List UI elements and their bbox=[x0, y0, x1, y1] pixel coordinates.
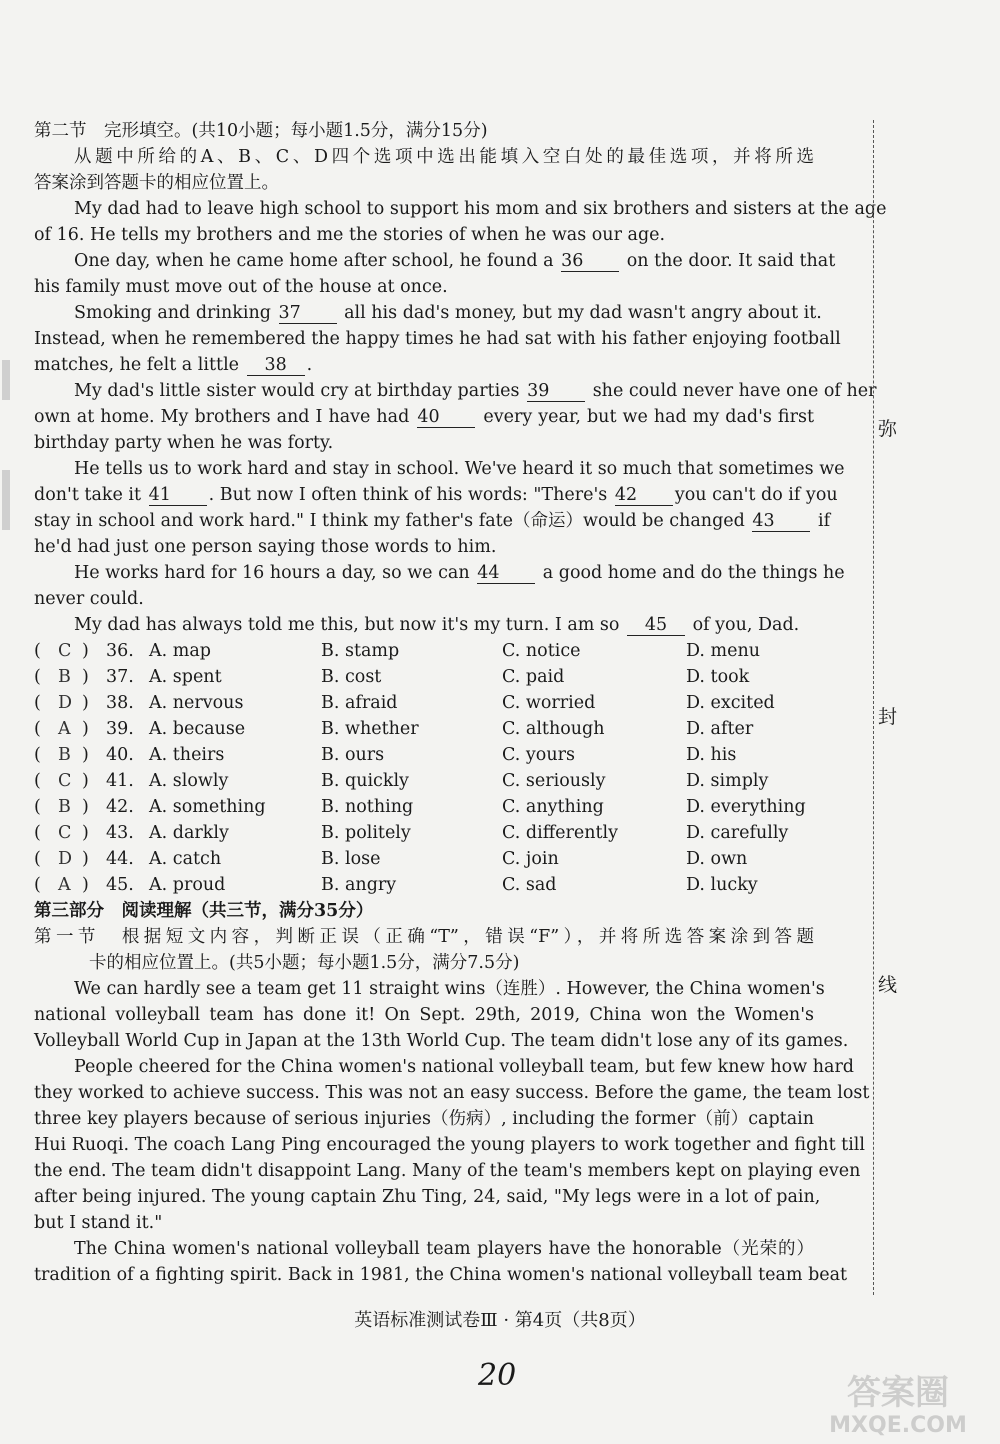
answer-mark: C bbox=[58, 771, 72, 791]
option-row bbox=[34, 820, 814, 846]
paren-close: ) bbox=[82, 693, 89, 713]
passage-line: don't take it 41 . But now I often think of his words: "There's 42 you can't do if you bbox=[34, 485, 838, 505]
answer-mark: B bbox=[58, 797, 71, 817]
option-a[interactable]: A. map bbox=[149, 641, 211, 661]
question-number: 37. bbox=[106, 667, 134, 687]
option-c[interactable]: C. seriously bbox=[502, 771, 606, 791]
seal-mark-feng: 封 bbox=[878, 706, 898, 728]
watermark-top: 答案圈 bbox=[847, 1373, 949, 1413]
blank-43[interactable]: 43 bbox=[752, 512, 810, 532]
paren-close: ) bbox=[82, 641, 89, 661]
passage-line: own at home. My brothers and I have had 40 every year, but we had my dad's first bbox=[34, 407, 814, 427]
option-c[interactable]: C. differently bbox=[502, 823, 618, 843]
option-row bbox=[34, 794, 814, 820]
watermark-logo bbox=[808, 1366, 988, 1438]
answer-mark: A bbox=[58, 875, 71, 895]
option-row bbox=[34, 638, 814, 664]
passage-line: People cheered for the China women's national volleyball team, but few knew how hard bbox=[74, 1057, 855, 1077]
blank-39[interactable]: 39 bbox=[527, 382, 585, 402]
paren-open: ( bbox=[34, 667, 41, 687]
blank-44[interactable]: 44 bbox=[477, 564, 535, 584]
option-a[interactable]: A. nervous bbox=[149, 693, 244, 713]
option-b[interactable]: B. cost bbox=[321, 667, 382, 687]
option-b[interactable]: B. nothing bbox=[321, 797, 414, 817]
option-row bbox=[34, 846, 814, 872]
paren-open: ( bbox=[34, 693, 41, 713]
option-d[interactable]: D. lucky bbox=[686, 875, 758, 895]
option-b[interactable]: B. ours bbox=[321, 745, 385, 765]
passage-line: My dad has always told me this, but now it's my turn. I am so 45 of you, Dad. bbox=[74, 615, 800, 635]
blank-38[interactable]: 38 bbox=[247, 356, 305, 376]
answer-mark: B bbox=[58, 745, 71, 765]
option-c[interactable]: C. sad bbox=[502, 875, 557, 895]
paren-open: ( bbox=[34, 849, 41, 869]
passage-line: matches, he felt a little 38 . bbox=[34, 355, 313, 375]
passage-line: Smoking and drinking 37 all his dad's money, but my dad wasn't angry about it. bbox=[74, 303, 822, 323]
answer-mark: C bbox=[58, 823, 72, 843]
blank-41[interactable]: 41 bbox=[149, 486, 207, 506]
passage-line: One day, when he came home after school, he found a 36 on the door. It said that bbox=[74, 251, 836, 271]
blank-40[interactable]: 40 bbox=[417, 408, 475, 428]
option-b[interactable]: B. whether bbox=[321, 719, 419, 739]
passage-line: they worked to achieve success. This was not an easy success. Before the game, the team lost bbox=[34, 1083, 870, 1103]
option-row bbox=[34, 664, 814, 690]
option-b[interactable]: B. quickly bbox=[321, 771, 409, 791]
option-c[interactable]: C. notice bbox=[502, 641, 581, 661]
blank-36[interactable]: 36 bbox=[561, 252, 619, 272]
scan-artifact bbox=[2, 470, 10, 530]
option-c[interactable]: C. worried bbox=[502, 693, 596, 713]
paren-close: ) bbox=[82, 849, 89, 869]
option-c[interactable]: C. yours bbox=[502, 745, 575, 765]
option-row bbox=[34, 872, 814, 898]
blank-45[interactable]: 45 bbox=[627, 616, 685, 636]
paren-close: ) bbox=[82, 797, 89, 817]
passage-line: national volleyball team has done it! On Sept. 29th, 2019, China won the Women's bbox=[34, 1005, 814, 1025]
paren-open: ( bbox=[34, 641, 41, 661]
answer-mark: A bbox=[58, 719, 71, 739]
part3-heading: 第三部分 阅读理解（共三节，满分35分） bbox=[34, 901, 374, 921]
question-number: 43. bbox=[106, 823, 134, 843]
scan-artifact bbox=[2, 360, 10, 400]
paren-open: ( bbox=[34, 745, 41, 765]
section1-instruction: 第一节 根据短文内容，判断正误（正确“T”，错误“F”），并将所选答案涂到答题 bbox=[34, 927, 814, 947]
option-c[interactable]: C. join bbox=[502, 849, 559, 869]
answer-mark: D bbox=[58, 849, 73, 869]
option-d[interactable]: D. carefully bbox=[686, 823, 789, 843]
passage-line: birthday party when he was forty. bbox=[34, 433, 334, 453]
paren-close: ) bbox=[82, 771, 89, 791]
option-b[interactable]: B. stamp bbox=[321, 641, 400, 661]
passage-line: stay in school and work hard." I think my father's fate（命运）would be changed 43 if bbox=[34, 511, 831, 531]
page-content bbox=[34, 118, 887, 1288]
paren-open: ( bbox=[34, 797, 41, 817]
passage-line: Hui Ruoqi. The coach Lang Ping encouraged the young players to work together and fight till bbox=[34, 1135, 865, 1155]
passage-line: of 16. He tells my brothers and me the stories of when he was our age. bbox=[34, 225, 666, 245]
option-d[interactable]: D. excited bbox=[686, 693, 775, 713]
option-a[interactable]: A. slowly bbox=[149, 771, 229, 791]
passage-line: He works hard for 16 hours a day, so we can 44 a good home and do the things he bbox=[74, 563, 845, 583]
option-row bbox=[34, 690, 814, 716]
paren-open: ( bbox=[34, 719, 41, 739]
binding-dashed-line bbox=[873, 120, 874, 1295]
passage-line: he'd had just one person saying those words to him. bbox=[34, 537, 497, 557]
passage-line: the end. The team didn't disappoint Lang. Many of the team's members kept on playing even bbox=[34, 1161, 861, 1181]
options-list bbox=[34, 638, 814, 898]
option-a[interactable]: A. catch bbox=[149, 849, 222, 869]
paren-close: ) bbox=[82, 719, 89, 739]
option-a[interactable]: A. theirs bbox=[149, 745, 225, 765]
paren-close: ) bbox=[82, 875, 89, 895]
question-number: 40. bbox=[106, 745, 134, 765]
answer-mark: C bbox=[58, 641, 72, 661]
paren-close: ) bbox=[82, 745, 89, 765]
section2-instruction: 从题中所给的A、B、C、D四个选项中选出能填入空白处的最佳选项，并将所选 bbox=[74, 147, 814, 167]
option-d[interactable]: D. menu bbox=[686, 641, 761, 661]
answer-mark: B bbox=[58, 667, 71, 687]
option-c[interactable]: C. paid bbox=[502, 667, 565, 687]
blank-42[interactable]: 42 bbox=[615, 486, 673, 506]
answer-mark: D bbox=[58, 693, 73, 713]
section1-instruction: 卡的相应位置上。(共5小题；每小题1.5分，满分7.5分) bbox=[89, 953, 520, 973]
question-number: 36. bbox=[106, 641, 134, 661]
option-a[interactable]: A. proud bbox=[149, 875, 226, 895]
option-row bbox=[34, 742, 814, 768]
option-b[interactable]: B. politely bbox=[321, 823, 411, 843]
question-number: 44. bbox=[106, 849, 134, 869]
passage-line: Instead, when he remembered the happy times he had sat with his father enjoying football bbox=[34, 329, 841, 349]
paren-open: ( bbox=[34, 771, 41, 791]
passage-line: after being injured. The young captain Zhu Ting, 24, said, "My legs were in a lot of pain, bbox=[34, 1187, 821, 1207]
option-a[interactable]: A. something bbox=[149, 797, 266, 817]
passage-line: He tells us to work hard and stay in school. We've heard it so much that sometimes we bbox=[74, 459, 845, 479]
option-b[interactable]: B. lose bbox=[321, 849, 381, 869]
option-c[interactable]: C. anything bbox=[502, 797, 604, 817]
option-row bbox=[34, 768, 814, 794]
section2-heading: 第二节 完形填空。(共10小题；每小题1.5分，满分15分) bbox=[34, 121, 488, 141]
passage-line: My dad's little sister would cry at birthday parties 39 she could never have one of her bbox=[74, 381, 877, 401]
passage-line: The China women's national volleyball team players have the honorable（光荣的） bbox=[74, 1239, 814, 1259]
passage-line: three key players because of serious injuries（伤病）, including the former（前）captain bbox=[34, 1109, 814, 1129]
passage-line: but I stand it." bbox=[34, 1213, 163, 1233]
passage-line: his family must move out of the house at once. bbox=[34, 277, 448, 297]
passage-line: We can hardly see a team get 11 straight wins（连胜）. However, the China women's bbox=[74, 979, 825, 999]
passage-line: My dad had to leave high school to support his mom and six brothers and sisters at the age bbox=[74, 199, 887, 219]
question-number: 38. bbox=[106, 693, 134, 713]
passage-line: Volleyball World Cup in Japan at the 13th World Cup. The team didn't lose any of its games. bbox=[34, 1031, 849, 1051]
option-d[interactable]: D. simply bbox=[686, 771, 769, 791]
option-row bbox=[34, 716, 814, 742]
blank-37[interactable]: 37 bbox=[279, 304, 337, 324]
option-c[interactable]: C. although bbox=[502, 719, 605, 739]
section2-instruction: 答案涂到答题卡的相应位置上。 bbox=[34, 173, 279, 193]
paren-close: ) bbox=[82, 823, 89, 843]
seal-mark-mi: 弥 bbox=[878, 418, 898, 440]
handwritten-page-number: 20 bbox=[478, 1358, 517, 1393]
paren-close: ) bbox=[82, 667, 89, 687]
passage-line: tradition of a fighting spirit. Back in 1981, the China women's national volleyball team beat bbox=[34, 1265, 848, 1285]
question-number: 41. bbox=[106, 771, 134, 791]
option-b[interactable]: B. afraid bbox=[321, 693, 398, 713]
option-b[interactable]: B. angry bbox=[321, 875, 397, 895]
option-d[interactable]: D. everything bbox=[686, 797, 806, 817]
paren-open: ( bbox=[34, 823, 41, 843]
watermark-bottom: MXQE.COM bbox=[829, 1413, 967, 1438]
question-number: 39. bbox=[106, 719, 134, 739]
page-footer: 英语标准测试卷Ⅲ · 第4页（共8页） bbox=[354, 1310, 646, 1331]
option-a[interactable]: A. because bbox=[149, 719, 246, 739]
option-d[interactable]: D. took bbox=[686, 667, 750, 687]
seal-mark-xian: 线 bbox=[878, 974, 898, 996]
option-a[interactable]: A. spent bbox=[149, 667, 222, 687]
option-d[interactable]: D. his bbox=[686, 745, 737, 765]
paren-open: ( bbox=[34, 875, 41, 895]
passage-line: never could. bbox=[34, 589, 144, 609]
option-d[interactable]: D. after bbox=[686, 719, 754, 739]
question-number: 42. bbox=[106, 797, 134, 817]
option-d[interactable]: D. own bbox=[686, 849, 748, 869]
option-a[interactable]: A. darkly bbox=[149, 823, 229, 843]
question-number: 45. bbox=[106, 875, 134, 895]
